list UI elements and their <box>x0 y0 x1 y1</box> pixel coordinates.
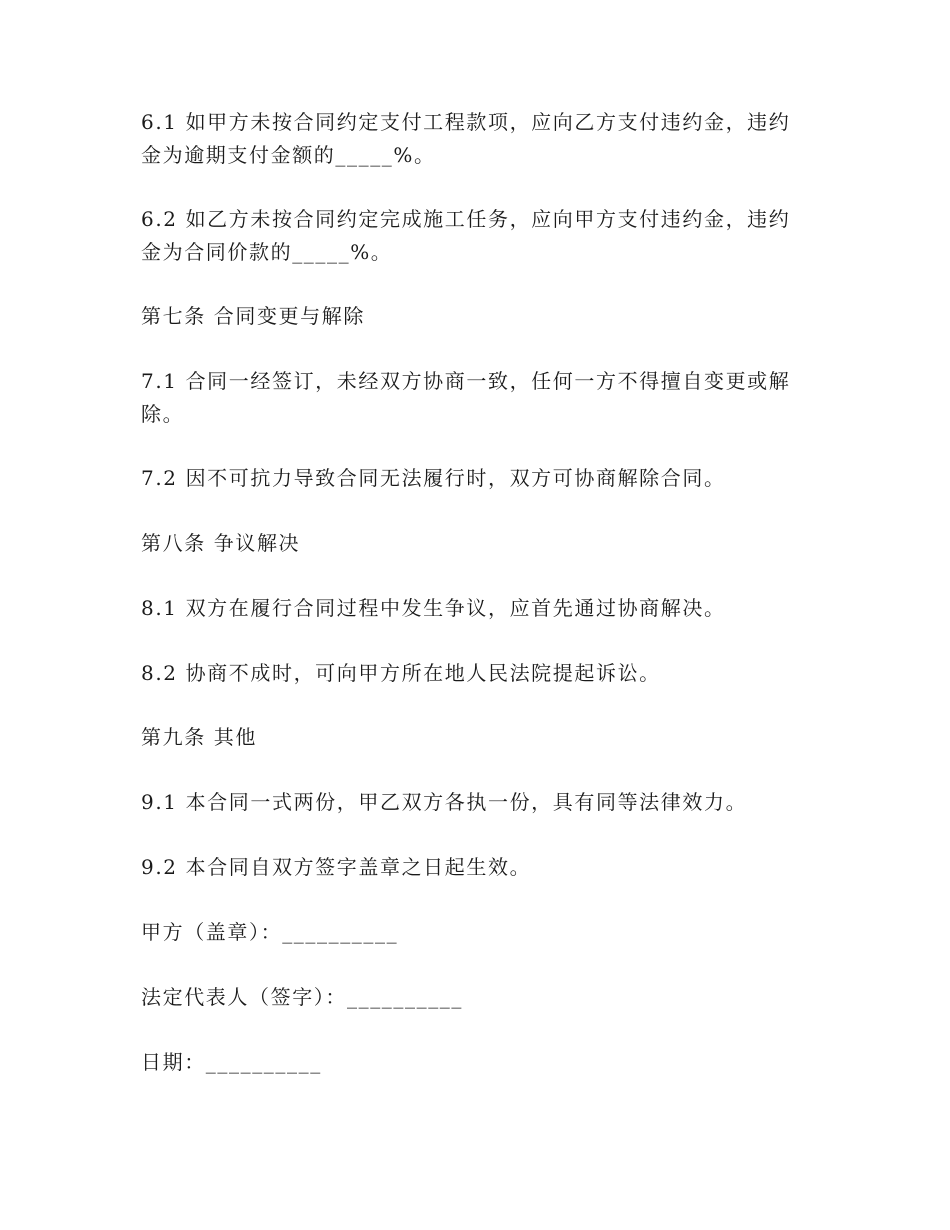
date-line: 日期：__________ <box>141 1050 322 1074</box>
clause-9-2: 9.2 本合同自双方签字盖章之日起生效。 <box>141 855 532 879</box>
clause-8-1: 8.1 双方在履行合同过程中发生争议，应首先通过协商解决。 <box>141 596 726 620</box>
legal-representative-signature-line: 法定代表人（签字）：__________ <box>141 985 463 1009</box>
clause-6-2: 6.2 如乙方未按合同约定完成施工任务，应向甲方支付违约金，违约金为合同价款的_____%。 <box>141 207 791 264</box>
clause-9-1: 9.1 本合同一式两份，甲乙双方各执一份，具有同等法律效力。 <box>141 790 748 814</box>
article-9-heading: 第九条 其他 <box>141 725 257 749</box>
clause-7-1: 7.1 合同一经签订，未经双方协商一致，任何一方不得擅自变更或解除。 <box>141 369 791 426</box>
clause-6-1: 6.1 如甲方未按合同约定支付工程款项，应向乙方支付违约金，违约金为逾期支付金额的_____%。 <box>141 110 791 167</box>
clause-7-2: 7.2 因不可抗力导致合同无法履行时，双方可协商解除合同。 <box>141 466 726 490</box>
clause-8-2: 8.2 协商不成时，可向甲方所在地人民法院提起诉讼。 <box>141 661 661 685</box>
article-8-heading: 第八条 争议解决 <box>141 531 301 555</box>
party-a-seal-line: 甲方（盖章）：__________ <box>141 920 399 944</box>
article-7-heading: 第七条 合同变更与解除 <box>141 304 365 328</box>
